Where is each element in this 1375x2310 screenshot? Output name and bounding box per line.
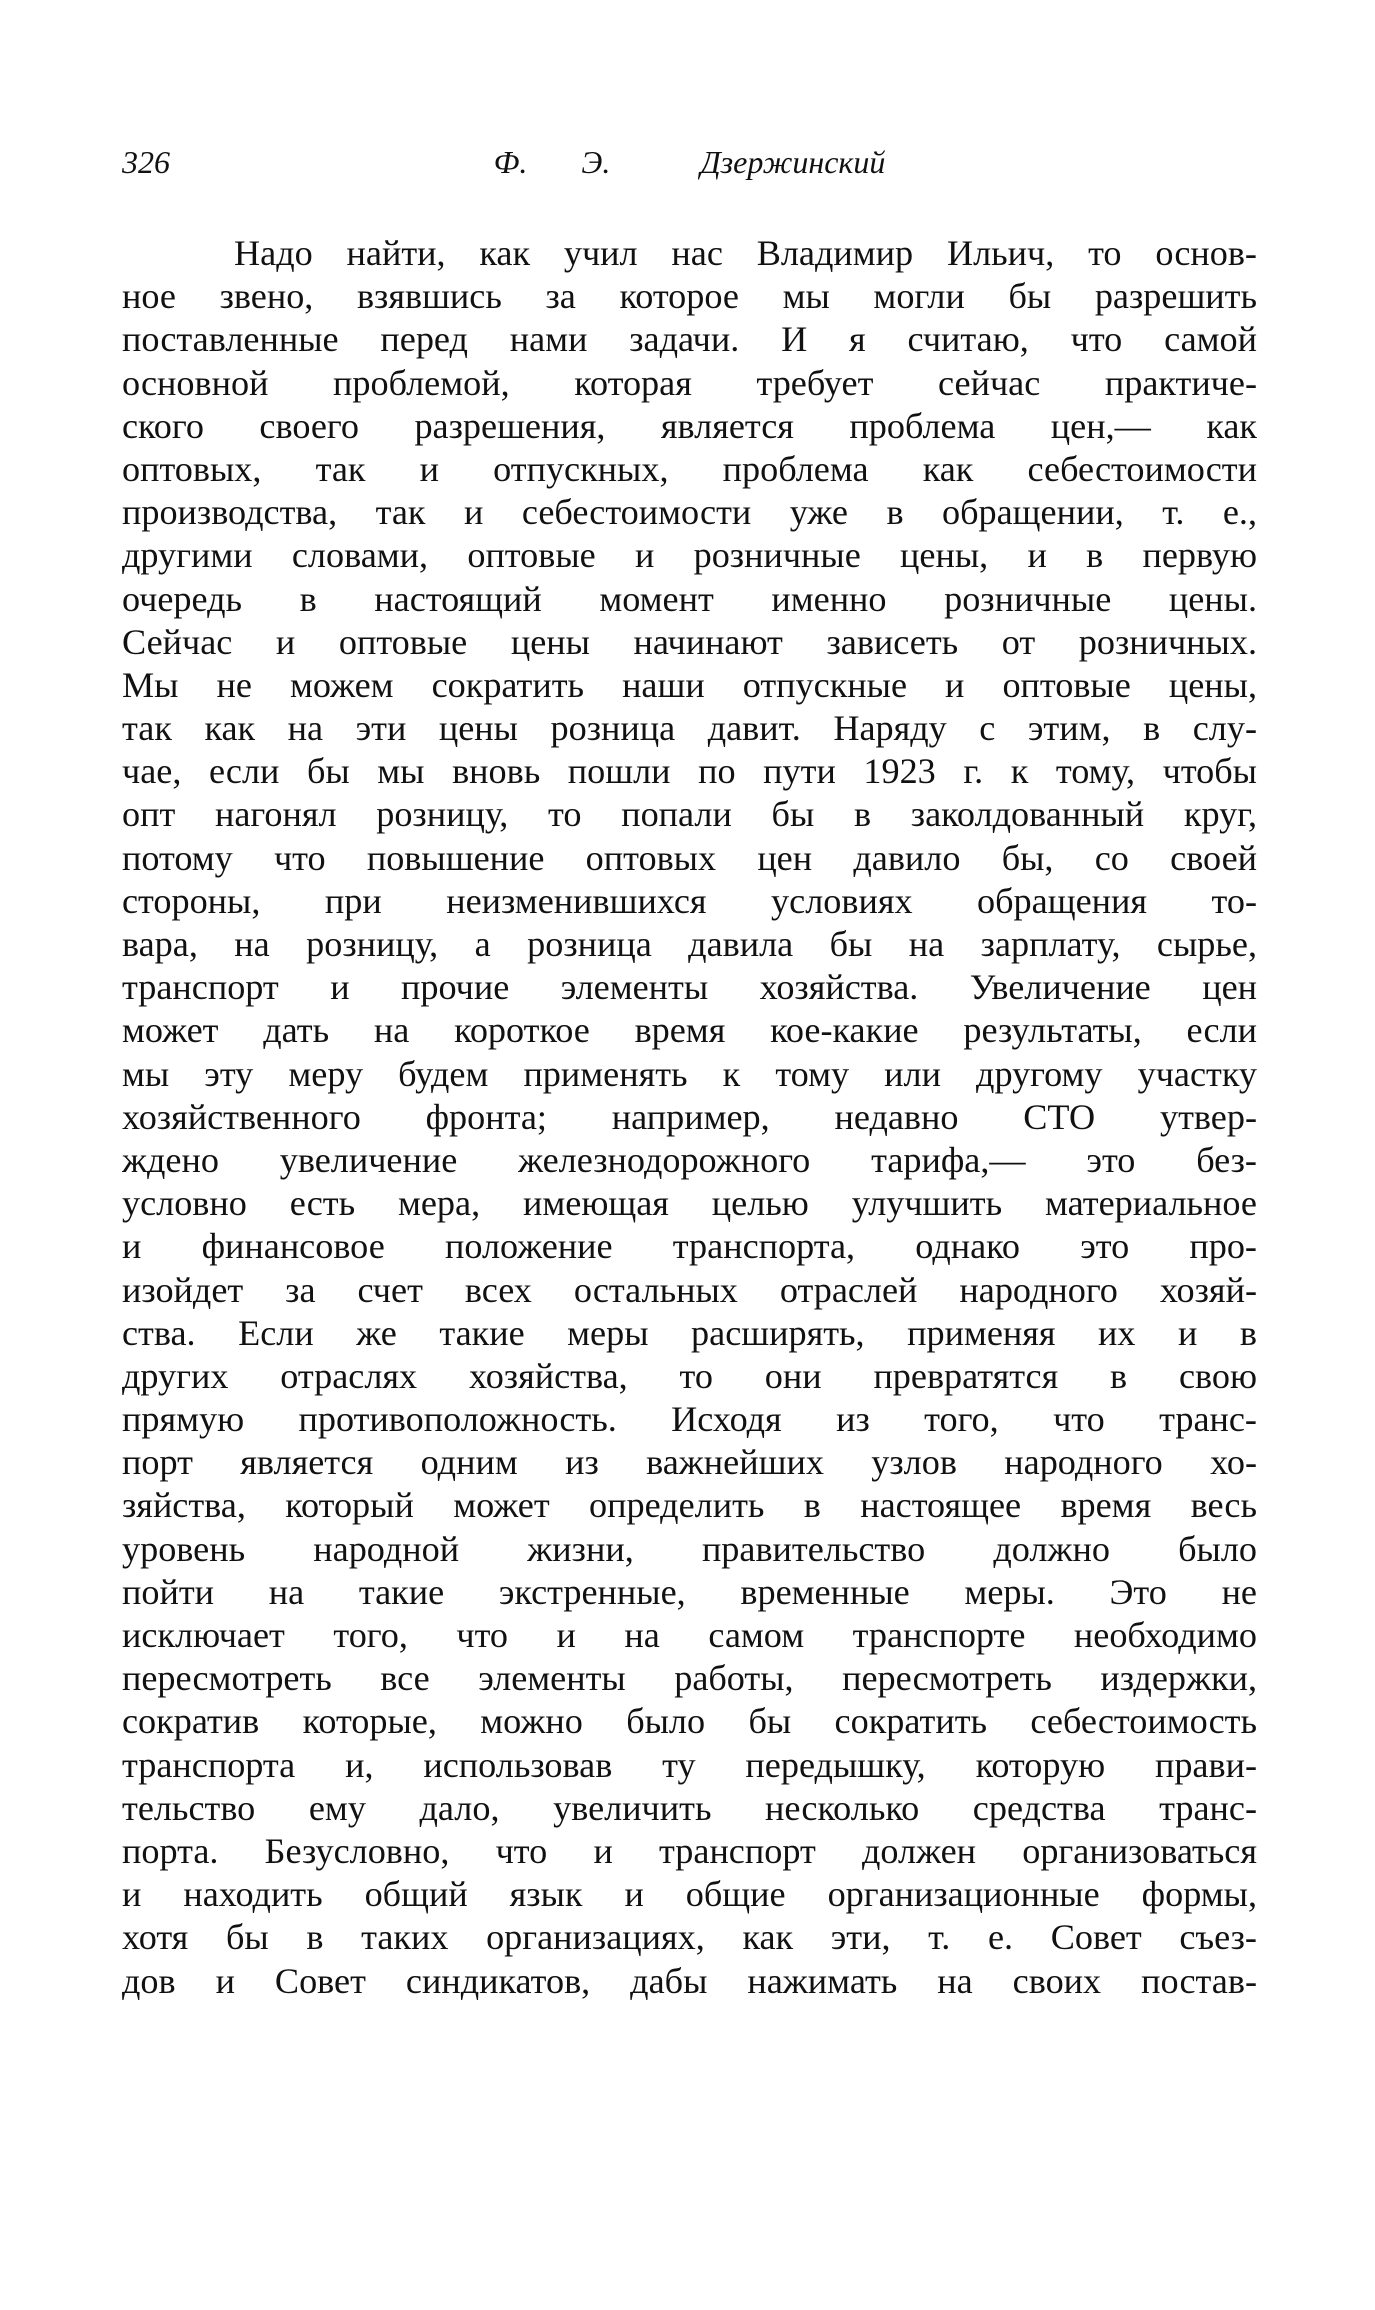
text-line: очередь в настоящий момент именно розничные цены. — [122, 578, 1257, 619]
text-line: мы эту меру будем применять к тому или другому участку — [122, 1053, 1257, 1094]
text-line: условно есть мера, имеющая целью улучшить материальное — [122, 1183, 1257, 1224]
running-head — [122, 140, 1257, 184]
text-line: ное звено, взявшись за которое мы могли бы разрешить — [122, 276, 1257, 317]
text-line: поставленные перед нами задачи. И я считаю, что самой — [122, 319, 1257, 360]
text-line: ства. Если же такие меры расширять, применяя их и в — [122, 1312, 1257, 1353]
text-line: другими словами, оптовые и розничные цены, и в первую — [122, 535, 1257, 576]
text-line: исключает того, что и на самом транспорте необходимо — [122, 1615, 1257, 1655]
page-number: 326 — [122, 144, 170, 180]
text-line: хотя бы в таких организациях, как эти, т. е. Совет съез- — [122, 1917, 1257, 1958]
author-initial-second: Э. — [581, 144, 611, 180]
text-line: основной проблемой, которая требует сейчас практиче- — [122, 362, 1257, 403]
text-line: оптовых, так и отпускных, проблема как себестоимости — [122, 448, 1257, 489]
author-surname: Дзержинский — [700, 144, 886, 180]
text-line: Мы не можем сократить наши отпускные и оптовые цены, — [122, 664, 1257, 705]
text-line: хозяйственного фронта; например, недавно СТО утвер- — [122, 1096, 1257, 1137]
text-line: пойти на такие экстренные, временные меры. Это не — [122, 1571, 1257, 1612]
text-line: может дать на короткое время кое-какие результаты, если — [122, 1010, 1257, 1051]
text-line: опт нагонял розницу, то попали бы в заколдованный круг, — [122, 794, 1257, 835]
text-line: дов и Совет синдикатов, дабы нажимать на своих постав- — [122, 1960, 1257, 2001]
text-line: так как на эти цены розница давит. Наряду с этим, в слу- — [122, 708, 1257, 749]
text-line: транспорта и, использовав ту передышку, которую прави- — [122, 1744, 1257, 1785]
text-line: тельство ему дало, увеличить несколько средства транс- — [122, 1787, 1257, 1828]
text-line: Сейчас и оптовые цены начинают зависеть от розничных. — [122, 621, 1257, 662]
text-line: пересмотреть все элементы работы, пересмотреть издержки, — [122, 1658, 1257, 1699]
text-line: ского своего разрешения, является проблема цен,— как — [122, 405, 1257, 446]
text-line: изойдет за счет всех остальных отраслей народного хозяй- — [122, 1269, 1257, 1310]
text-line: других отраслях хозяйства, то они превратятся в свою — [122, 1355, 1257, 1396]
text-line: потому что повышение оптовых цен давило бы, со своей — [122, 837, 1257, 878]
text-line: ждено увеличение железнодорожного тарифа,— это без- — [122, 1139, 1257, 1180]
text-line: зяйства, который может определить в настоящее время весь — [122, 1485, 1257, 1526]
text-line: порта. Безусловно, что и транспорт должен организоваться — [122, 1830, 1257, 1871]
author-initial-first: Ф. — [493, 144, 528, 180]
text-line: транспорт и прочие элементы хозяйства. Увеличение цен — [122, 967, 1257, 1008]
text-line: Надо найти, как учил нас Владимир Ильич, то основ- — [234, 233, 1257, 273]
text-line: и находить общий язык и общие организационные формы, — [122, 1874, 1257, 1915]
text-line: прямую противоположность. Исходя из того, что транс- — [122, 1399, 1257, 1440]
text-line: производства, так и себестоимости уже в обращении, т. е., — [122, 492, 1257, 533]
text-line: порт является одним из важнейших узлов народного хо- — [122, 1442, 1257, 1483]
header-author — [122, 140, 1257, 184]
text-line: чае, если бы мы вновь пошли по пути 1923 г. к тому, чтобы — [122, 751, 1257, 792]
body-text — [122, 232, 1257, 2003]
text-line: сократив которые, можно было бы сократить себестоимость — [122, 1701, 1257, 1742]
text-line: вара, на розницу, а розница давила бы на зарплату, сырье, — [122, 924, 1257, 964]
text-line: уровень народной жизни, правительство должно было — [122, 1528, 1257, 1569]
text-line: и финансовое положение транспорта, однако это про- — [122, 1226, 1257, 1267]
text-line: стороны, при неизменившихся условиях обращения то- — [122, 880, 1257, 921]
